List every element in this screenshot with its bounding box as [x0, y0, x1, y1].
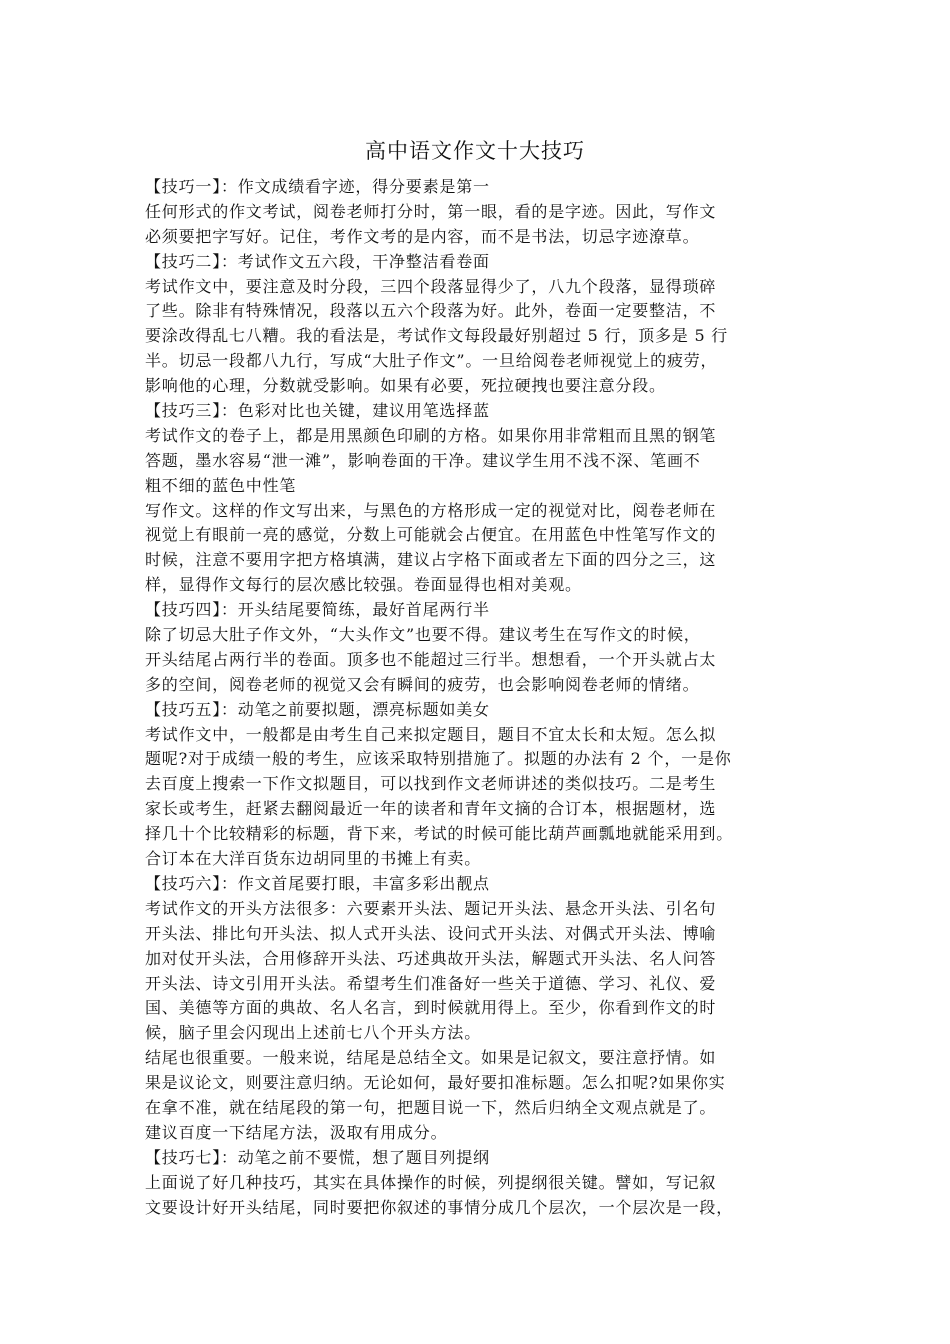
paragraph-line: 影响他的心理，分数就受影响。如果有必要，死拉硬拽也要注意分段。	[145, 376, 666, 396]
paragraph-line: 粗不细的蓝色中性笔	[145, 475, 297, 495]
tip-heading: 【技巧七】：动笔之前不要慌，想了题目列提纲	[145, 1147, 490, 1167]
tip-heading: 【技巧四】：开头结尾要简练，最好首尾两行半	[145, 600, 490, 620]
paragraph-line: 建议百度一下结尾方法，汲取有用成分。	[145, 1122, 448, 1142]
paragraph-line: 任何形式的作文考试，阅卷老师打分时，第一眼，看的是字迹。因此，写作文	[145, 201, 717, 221]
tip-heading: 【技巧二】：考试作文五六段，干净整洁看卷面	[145, 251, 490, 271]
paragraph-line: 样，显得作文每行的层次感比较强。卷面显得也相对美观。	[145, 575, 582, 595]
paragraph-line: 开头法、排比句开头法、拟人式开头法、设问式开头法、对偶式开头法、博喻	[145, 923, 717, 943]
document-body	[145, 175, 825, 1220]
paragraph-line: 多的空间，阅卷老师的视觉又会有瞬间的疲劳，也会影响阅卷老师的情绪。	[145, 674, 700, 694]
paragraph-line: 题呢?对于成绩一般的考生，应该采取特别措施了。拟题的办法有 2 个，一是你	[145, 749, 732, 769]
paragraph-line: 要涂改得乱七八糟。我的看法是，考试作文每段最好别超过 5 行，顶多是 5 行	[145, 326, 729, 346]
paragraph-line: 时候，注意不要用字把方格填满，建议占字格下面或者左下面的四分之三，这	[145, 550, 717, 570]
paragraph-line: 在拿不准，就在结尾段的第一句，把题目说一下，然后归纳全文观点就是了。	[145, 1097, 717, 1117]
paragraph-line: 半。切忌一段都八九行，写成“大肚子作文”。一旦给阅卷老师视觉上的疲劳，	[145, 351, 718, 371]
tip-heading: 【技巧一】：作文成绩看字迹，得分要素是第一	[145, 177, 490, 196]
paragraph-line: 考试作文的开头方法很多：六要素开头法、题记开头法、悬念开头法、引名句	[145, 898, 717, 918]
paragraph-line: 上面说了好几种技巧，其实在具体操作的时候，列提纲很关键。譬如，写记叙	[145, 1172, 717, 1192]
paragraph-line: 了些。除非有特殊情况，段落以五六个段落为好。此外，卷面一定要整洁，不	[145, 301, 717, 321]
paragraph-line: 必须要把字写好。记住，考作文考的是内容，而不是书法，切忌字迹潦草。	[145, 226, 700, 246]
paragraph-line: 国、美德等方面的典故、名人名言，到时候就用得上。至少，你看到作文的时	[145, 998, 717, 1018]
paragraph-line: 开头法、诗文引用开头法。希望考生们准备好一些关于道德、学习、礼仪、爱	[145, 973, 717, 993]
paragraph-line: 考试作文中，一般都是由考生自己来拟定题目，题目不宜太长和太短。怎么拟	[145, 724, 717, 744]
tip-heading: 【技巧五】：动笔之前要拟题，漂亮标题如美女	[145, 699, 490, 719]
paragraph-line: 除了切忌大肚子作文外，“大头作文”也要不得。建议考生在写作文的时候，	[145, 625, 701, 645]
paragraph-line: 考试作文中，要注意及时分段，三四个段落显得少了，八九个段落，显得琐碎	[145, 276, 717, 296]
paragraph-line: 家长或考生，赶紧去翻阅最近一年的读者和青年文摘的合订本，根据题材，选	[145, 799, 717, 819]
paragraph-line: 果是议论文，则要注意归纳。无论如何，最好要扣准标题。怎么扣呢?如果你实	[145, 1073, 726, 1093]
paragraph-line: 择几十个比较精彩的标题，背下来，考试的时候可能比葫芦画瓢地就能采用到。	[145, 824, 734, 844]
paragraph-line: 结尾也很重要。一般来说，结尾是总结全文。如果是记叙文，要注意抒情。如	[145, 1048, 717, 1068]
paragraph-line: 写作文。这样的作文写出来，与黑色的方格形成一定的视觉对比，阅卷老师在	[145, 500, 717, 520]
document-title: 高中语文作文十大技巧	[365, 139, 585, 163]
paragraph-line: 加对仗开头法，合用修辞开头法、巧述典故开头法，解题式开头法、名人问答	[145, 948, 717, 968]
paragraph-line: 考试作文的卷子上，都是用黑颜色印刷的方格。如果你用非常粗而且黑的钢笔	[145, 425, 717, 445]
tip-heading: 【技巧三】：色彩对比也关键，建议用笔选择蓝	[145, 401, 490, 421]
paragraph-line: 候，脑子里会闪现出上述前七八个开头方法。	[145, 1023, 482, 1043]
paragraph-line: 开头结尾占两行半的卷面。顶多也不能超过三行半。想想看，一个开头就占太	[145, 649, 717, 669]
paragraph-line: 视觉上有眼前一亮的感觉，分数上可能就会占便宜。在用蓝色中性笔写作文的	[145, 525, 717, 545]
paragraph-line: 答题，墨水容易“泄一滩”，影响卷面的干净。建议学生用不浅不深、笔画不	[145, 450, 701, 470]
tip-heading: 【技巧六】：作文首尾要打眼，丰富多彩出靓点	[145, 873, 490, 893]
paragraph-line: 文要设计好开头结尾，同时要把你叙述的事情分成几个层次，一个层次是一段，	[145, 1197, 734, 1217]
paragraph-line: 去百度上搜索一下作文拟题目，可以找到作文老师讲述的类似技巧。二是考生	[145, 774, 717, 794]
paragraph-line: 合订本在大洋百货东边胡同里的书摊上有卖。	[145, 849, 482, 869]
